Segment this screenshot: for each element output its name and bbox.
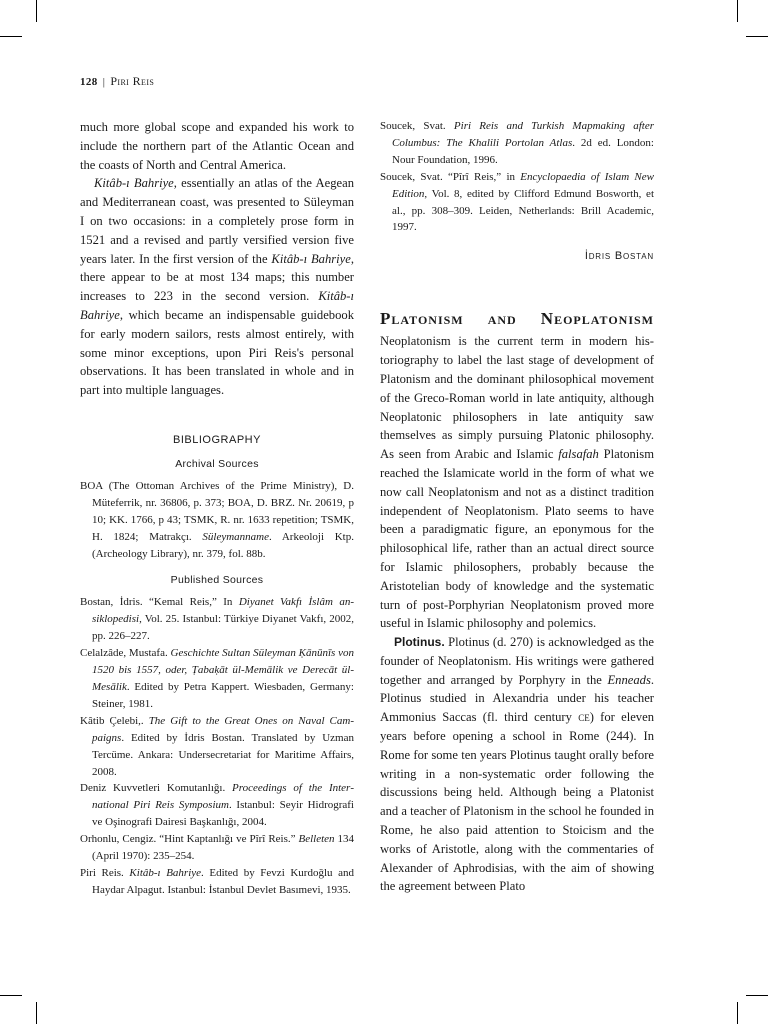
entry-text: . Istanbul: Seyir Hidrografi ve Oşinografi Dairesi Başkanlığı, 2004. xyxy=(92,799,354,829)
text-run: Neoplatonism is the current term in modern historiography to label the last stage of development of Platonism and the dominant philosophical movement of the Greco-Roman world in late antiquity, although Neoplatonic philosophers in late antiquity saw themselves as simply pursuing Platonic philosophy. As seen from Arabic and Islamic xyxy=(380,334,654,462)
right-column xyxy=(380,118,654,896)
bibliography-entry xyxy=(80,780,354,831)
entry-text: . Edited by İdris Bostan. Translated by Uzman Tercüme. Ankara: Undersecretariat for Maritime Affairs, 2008. xyxy=(92,731,354,778)
text-run: Platonism reached the Islamicate world in the form of what we now call Neoplatonism and not as a distinct tradition independent of Neoplatonism. Plato seems to have been a paradigmatic figure, an eponymous for the philosophical life, rather than an actual direct source for Islamic philosophers, probably because the Aristotelian body of knowledge and the systematic turn of post-Porphyrian Neoplatonism proved more useful in Islamic philosophy and polemics. xyxy=(380,447,654,631)
entry-title: Kitâb-ı Bahriye xyxy=(129,866,202,879)
era-abbreviation: ce xyxy=(578,710,590,725)
bibliography-entry xyxy=(80,594,354,645)
crop-mark-top-right xyxy=(737,0,738,22)
entry-text: Deniz Kuvvetleri Komutanlığı. xyxy=(80,782,233,795)
left-paragraph-2 xyxy=(80,174,354,400)
running-head xyxy=(80,74,154,89)
published-sources-list xyxy=(80,594,354,898)
entry-text: . Edited by Fevzi Kurdoğlu and Haydar Alpagut. Istanbul: İstanbul Devlet Basımevi, 1935. xyxy=(92,866,355,896)
entry-text: . Edited by Petra Kappert. Wiesbaden, Germany: Steiner, 1981. xyxy=(92,681,354,710)
bibliography-entry xyxy=(80,645,354,713)
text-run: Plotinus (d. 270) is acknowledged as the founder of Neoplatonism. His writings were gathered together and arranged by Porphyry in the xyxy=(380,635,654,687)
crop-mark-top-left xyxy=(36,0,37,22)
archival-sources-list xyxy=(80,478,354,563)
entry-title: Proceedings of the International Piri Reis Symposium xyxy=(92,782,354,812)
text-run: , essentially an atlas of the Aegean and Mediterranean coast, was presented to Süleyman I on two occasions: in a completely prose form in 1521 and a revised and partly versified version five years later. In the first version of the xyxy=(80,176,354,266)
right-paragraph-1 xyxy=(380,332,654,633)
bibliography-entry xyxy=(80,478,354,563)
entry-text: Soucek, Svat. xyxy=(380,120,454,132)
entry-title: Geschichte Sultan Süleyman Ḳānūnīs von 1520 bis 1557, oder, Ṭabaḳāt ül-Memālik ve Derecāt ül-Mesālik xyxy=(92,647,354,694)
bibliography-continued xyxy=(380,118,654,236)
entry-title: Encyclopaedia of Islam New Edition xyxy=(392,170,654,200)
entry-text: Kâtib Çelebi,. xyxy=(80,714,149,727)
text-run: , which became an indispensable guidebook for early modern sailors, rests almost entirely, with some minor exceptions, upon Piri Reis's personal observations. It has been translated in whole and in part into multiple languages. xyxy=(80,307,354,398)
entry-text: Bostan, İdris. “Kemal Reis,” In xyxy=(80,596,239,609)
work-title: Kitâb-ı Bahriye xyxy=(271,251,351,266)
entry-text: Celalzâde, Mustafa. xyxy=(80,647,171,660)
entry-text: Piri Reis. xyxy=(80,866,130,879)
crop-mark-top-right-h xyxy=(746,36,768,37)
work-title: Kitâb-ı Bahriye xyxy=(80,289,354,322)
bibliography-entry xyxy=(380,169,654,237)
entry-text: BOA (The Ottoman Archives of the Prime Ministry), D. Müteferrik, nr. 36806, p. 373; BOA, D. BRZ. Nr. 20619, p 10; KK. 1766, p 43; TSMK, R. nr. 1633 repetition; TSMK, H. 1824; Matrakçı. xyxy=(80,479,354,543)
crop-mark-bottom-right-h xyxy=(746,995,768,996)
bibliography-entry xyxy=(380,118,654,169)
author-signature: İdris Bostan xyxy=(584,250,654,263)
foreign-term: falsafah xyxy=(558,447,599,462)
right-paragraph-2 xyxy=(380,633,654,896)
entry-title: Diyanet Vakfı İslâm ansiklopedisi xyxy=(92,596,354,626)
entry-title: Süleymanname xyxy=(202,530,269,543)
bibliography-entry xyxy=(80,713,354,781)
entry-text: , Vol. 25. Istanbul: Türkiye Diyanet Vakfı, 2002, pp. 226–227. xyxy=(92,613,354,643)
entry-text: . 2d ed. London: Nour Foundation, 1996. xyxy=(392,136,654,166)
entry-text: . Arkeoloji Ktp. (Archeology Library), nr. 379, fol. 88b. xyxy=(92,530,354,560)
left-column xyxy=(80,118,354,899)
bibliography-heading: BIBLIOGRAPHY xyxy=(173,433,261,446)
header-separator: | xyxy=(102,76,106,88)
crop-mark-bottom-left xyxy=(36,1002,37,1024)
page-number: 128 xyxy=(80,76,98,88)
text-run: , there appear to be at most 134 maps; this number increases to 223 in the second version. xyxy=(80,251,354,304)
section-title: Platonism and Neoplatonism xyxy=(380,309,654,329)
paragraph-lead: Plotinus. xyxy=(394,635,445,650)
entry-text: Soucek, Svat. “Pîrî Reis,” in xyxy=(380,170,521,183)
entry-title: Belleten xyxy=(298,833,335,846)
entry-title: The Gift to the Great Ones on Naval Campaigns xyxy=(92,714,354,744)
bibliography-entry xyxy=(80,831,354,865)
crop-mark-top-left-h xyxy=(0,36,22,37)
bibliography-entry xyxy=(80,865,354,899)
left-paragraph-1: much more global scope and expanded his work to include the northern part of the Atlantic Ocean and the coasts of North and Central America. xyxy=(80,120,354,172)
work-title: Enneads xyxy=(607,672,651,687)
entry-title: Piri Reis and Turkish Mapmaking after Columbus: The Khalili Portolan Atlas xyxy=(392,120,654,149)
text-run: . Plotinus studied in Alexandria under his teacher Ammonius Saccas (fl. third century xyxy=(380,672,654,725)
crop-mark-bottom-left-h xyxy=(0,995,22,996)
entry-text: , Vol. 8, edited by Clifford Edmund Bosworth, et al., pp. 308–309. Leiden, Netherlands: Brill Academic, 1997. xyxy=(392,187,654,234)
archival-sources-heading: Archival Sources xyxy=(175,457,259,470)
published-sources-heading: Published Sources xyxy=(170,574,264,587)
running-title: Piri Reis xyxy=(110,74,155,88)
entry-text: 134 (April 1970): 235–254. xyxy=(92,833,355,863)
text-run: ) for eleven years before opening a school in Rome (244). In Rome for some ten years Plotinus taught orally before writing in a non-systematic order following the discussions being held. Although being a Platonist and a teacher of Platonism in the school he founded in Rome, he also paid attention to Stoicism and the works of Aristotle, along with the commentaries of Alexander of Aphrodisias, with the aim of showing the agreement between Plato xyxy=(380,710,654,894)
work-title: Kitâb-ı Bahriye xyxy=(94,176,174,191)
crop-mark-bottom-right xyxy=(737,1002,738,1024)
entry-text: Orhonlu, Cengiz. “Hint Kaptanlığı ve Pîrî Reis.” xyxy=(80,833,299,846)
